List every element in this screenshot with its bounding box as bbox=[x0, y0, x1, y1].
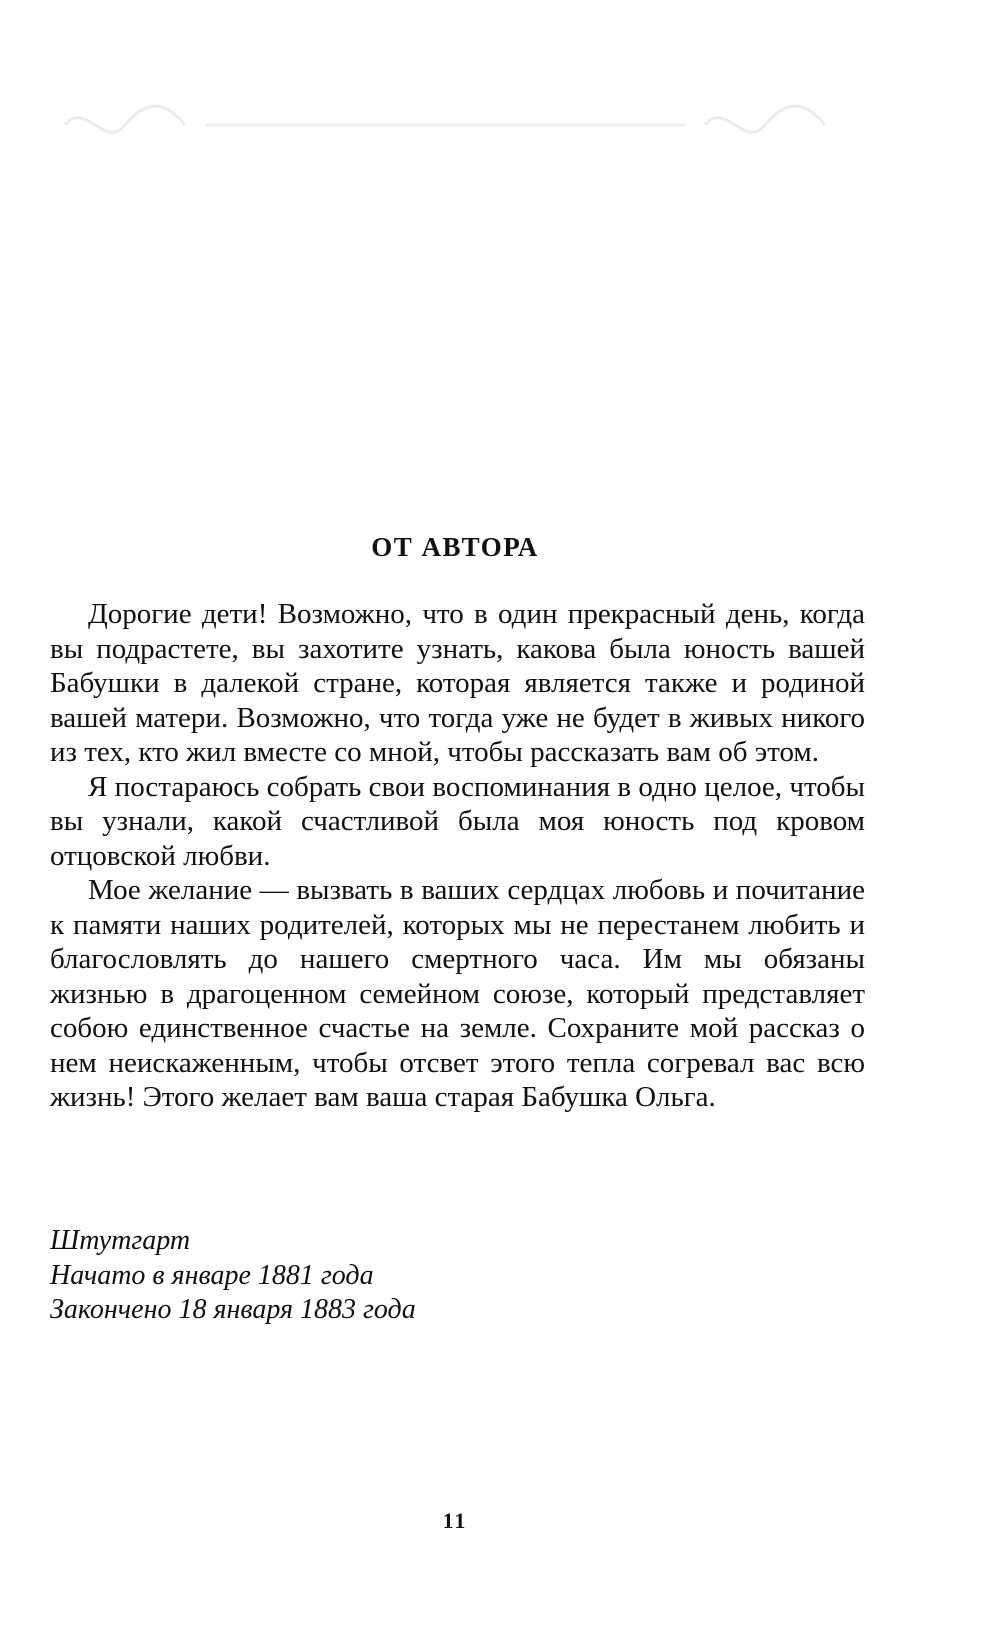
chapter-heading: ОТ АВТОРА bbox=[371, 532, 539, 562]
signoff-block bbox=[50, 1224, 416, 1328]
faint-ornament-bleedthrough bbox=[45, 95, 845, 155]
body-text bbox=[50, 597, 865, 1115]
paragraph-3: Мое желание — вызвать в ваших сердцах любовь и почитание к памяти наших родителей, которых мы не перестанем любить и благословлять до нашего смертного часа. Им мы обязаны жизнью в драгоценном семейном союзе, который представляет собою единственное счастье на земле. Сохраните мой рассказ о нем неискаженным, чтобы отсвет этого тепла согревал вас всю жизнь! Этого желает вам ваша старая Бабушка Ольга. bbox=[50, 874, 865, 1113]
page-number: 11 bbox=[442, 1508, 468, 1533]
paragraph-2: Я постараюсь собрать свои воспоминания в одно целое, чтобы вы узнали, какой счастливой была моя юность под кровом отцовской любви. bbox=[50, 770, 865, 872]
paragraph-1: Дорогие дети! Возможно, что в один прекрасный день, когда вы подрастете, вы захотите узнать, какова была юность вашей Бабушки в далекой стране, которая является также и родиной вашей матери. Возможно, что тогда уже не будет в живых никого из тех, кто жил вместе со мной, чтобы рассказать вам об этом. bbox=[50, 598, 865, 768]
signoff-finished: Закончено 18 января 1883 года bbox=[50, 1294, 416, 1325]
signoff-started: Начато в январе 1881 года bbox=[50, 1259, 374, 1291]
signoff-place: Штутгарт bbox=[50, 1225, 191, 1256]
